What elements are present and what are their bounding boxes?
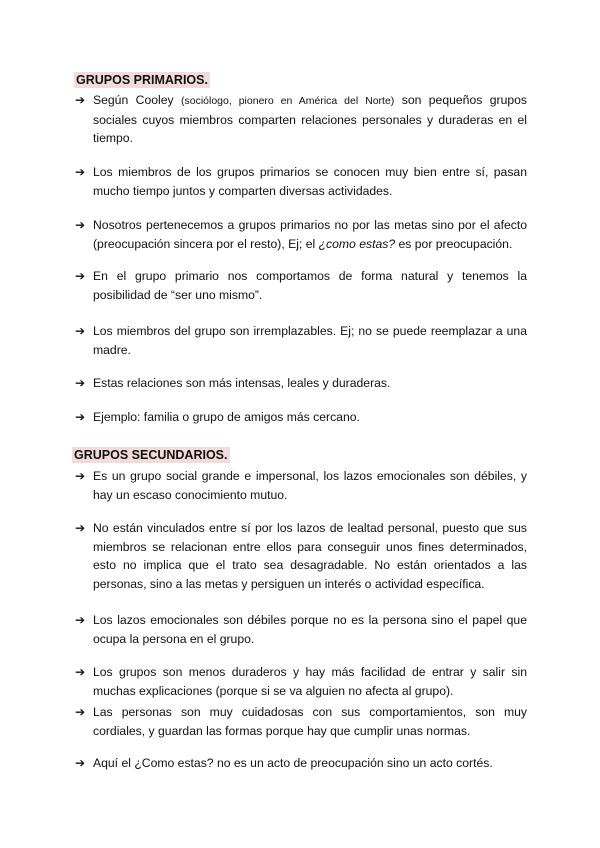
list-item-text: Según Cooley (sociólogo, pionero en América del Norte) son pequeños grupos sociales cuyos miembros comparten relaciones personales y duraderas en el tiempo. (93, 93, 527, 145)
list-item-text: En el grupo primario nos comportamos de forma natural y tenemos la posibilidad de “ser uno mismo”. (93, 269, 527, 302)
list-item-text: Los miembros de los grupos primarios se conocen muy bien entre sí, pasan mucho tiempo juntos y comparten diversas actividades. (93, 165, 527, 198)
list-item-text: Aquí el ¿Como estas? no es un acto de preocupación sino un acto cortés. (93, 756, 493, 770)
arrow-icon: ➔ (75, 469, 86, 483)
list-item (75, 408, 527, 427)
list-item-text: Los lazos emocionales son débiles porque no es la persona sino el papel que ocupa la persona en el grupo. (93, 613, 527, 646)
list-item (75, 663, 527, 700)
list-item (75, 467, 527, 504)
arrow-icon: ➔ (75, 376, 86, 390)
arrow-icon: ➔ (75, 324, 86, 338)
list-item (75, 163, 527, 200)
list-item (75, 754, 527, 773)
arrow-icon: ➔ (75, 521, 86, 535)
arrow-icon: ➔ (75, 665, 86, 679)
list-item-text: Estas relaciones son más intensas, leales y duraderas. (93, 376, 391, 390)
list-item (75, 322, 527, 359)
arrow-icon: ➔ (75, 93, 86, 107)
list-item-text: Los grupos son menos duraderos y hay más facilidad de entrar y salir sin muchas explicaciones (porque si se va alguien no afecta al grupo). (93, 665, 527, 698)
list-item-text: Los miembros del grupo son irremplazables. Ej; no se puede reemplazar a una madre. (93, 324, 527, 357)
list-item (75, 703, 527, 740)
arrow-icon: ➔ (75, 613, 86, 627)
arrow-icon: ➔ (75, 410, 86, 424)
section-heading-primarios: GRUPOS PRIMARIOS. (76, 73, 208, 87)
list-item (75, 374, 527, 393)
list-item-text: Las personas son muy cuidadosas con sus comportamientos, son muy cordiales, y guardan las formas porque hay que cumplir unas normas. (93, 705, 527, 738)
list-item-text: Nosotros pertenecemos a grupos primarios no por las metas sino por el afecto (preocupación sincera por el resto), Ej; el ¿como estas? es por preocupación. (93, 218, 527, 251)
list-item-text: No están vinculados entre sí por los lazos de lealtad personal, puesto que sus miembros se relacionan entre ellos para conseguir unos fines determinados, esto no implica que el trato sea desagradable. No están orientados a las personas, sino a las metas y persiguen un interés o actividad específica. (93, 521, 527, 591)
arrow-icon: ➔ (75, 756, 86, 770)
list-item (75, 216, 527, 253)
list-item-text: Es un grupo social grande e impersonal, los lazos emocionales son débiles, y hay un escaso conocimiento mutuo. (93, 469, 527, 502)
list-item (75, 611, 527, 648)
list-item (75, 267, 527, 304)
list-item-text: Ejemplo: familia o grupo de amigos más cercano. (93, 410, 360, 424)
list-item (75, 519, 527, 593)
arrow-icon: ➔ (75, 218, 86, 232)
section-heading-secundarios: GRUPOS SECUNDARIOS. (74, 448, 228, 462)
arrow-icon: ➔ (75, 165, 86, 179)
list-item (75, 91, 527, 148)
arrow-icon: ➔ (75, 705, 86, 719)
arrow-icon: ➔ (75, 269, 86, 283)
